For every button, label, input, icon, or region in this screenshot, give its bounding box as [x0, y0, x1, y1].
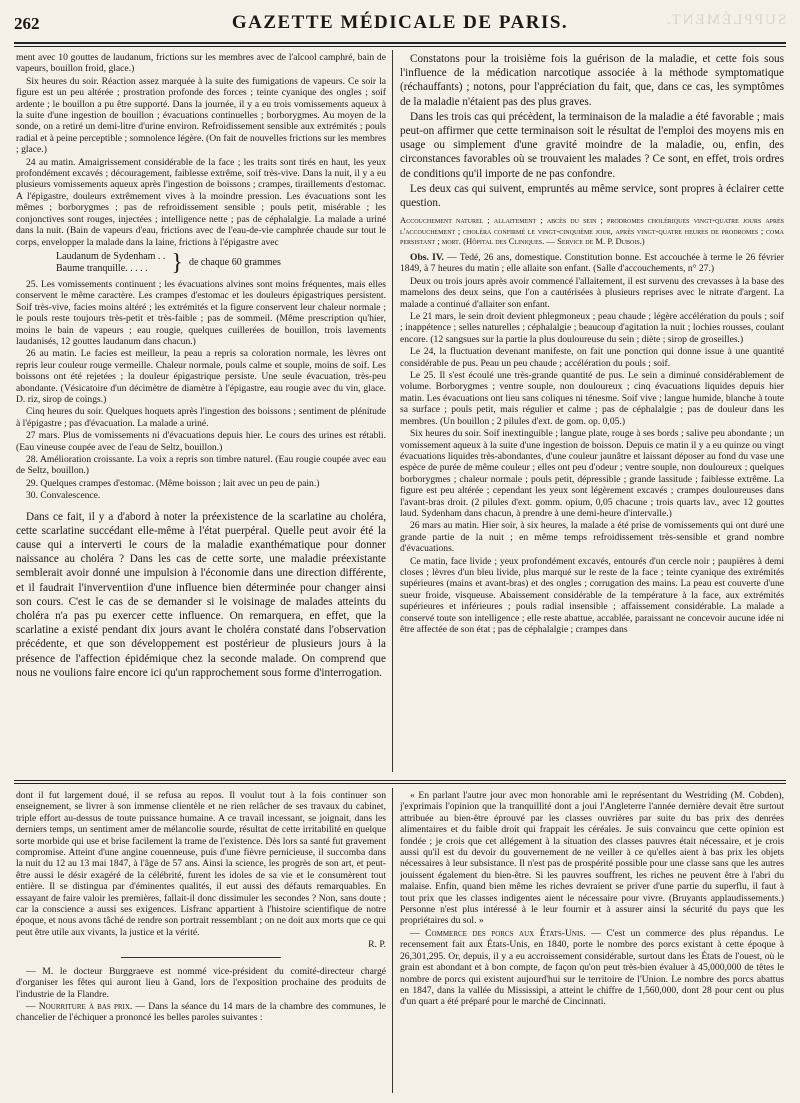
news-item — [400, 928, 784, 1008]
bleed-through-text: SUPPLÉMENT. — [664, 12, 786, 28]
brace-icon: } — [171, 249, 183, 276]
dose-laudanum: Laudanum de Sydenham . . — [56, 250, 166, 262]
observation-intro — [400, 252, 784, 275]
column-top-left — [16, 52, 386, 770]
paragraph: 24 au matin. Amaigrissement considérable de la face ; les traits sont tirés en haut, les yeux profondément excavés ; découragement, faiblesse extrême, soif très-vive. Dans la nuit, il y a eu plusieurs vomissements aqueux après l'ingestion de boissons ; crampes, tiraillements d'estomac. A l'épigastre, douleurs extrêmement vives à la moindre pression. Les évacuations sont les mêmes ; borborygmes ; pas de refroidissement sensible ; pouls petit, misérable ; les conjonctives sont rouges, injectées ; intelligence nette ; pas de céphalalgie. La malade a uriné dans la nuit. (Bain de vapeurs d'eau, frictions avec de l'eau-de-vie camphrée chaude sur tout le corps, envelopper la malade dans la laine, frictions à l'épigastre avec — [16, 156, 386, 248]
news-item — [16, 1001, 386, 1024]
paragraph: Deux ou trois jours après avoir commencé l'allaitement, il est survenu des crevasses à la base des mamelons des deux seins, que l'on a cautérisées à plusieurs reprises avec le nitrate d'argent. La malade a continué d'allaiter son enfant. — [400, 275, 784, 310]
observation-text: — Tedé, 26 ans, domestique. Constitution bonne. Est accouchée à terme le 26 février 1849, à 7 heures du matin ; elle allaite son enfant. (Salle d'accouchements, n° 27.) — [400, 252, 784, 275]
news-heading: — Nourriture à bas prix. — [26, 1000, 133, 1012]
column-divider-top — [392, 50, 393, 772]
commentary-paragraph: Dans les trois cas qui précèdent, la terminaison de la maladie a été favorable ; mais peut-on affirmer que cette terminaison soit le résultat de l'emploi des moyens mis en usage ou simplement d'une gravité moindre de la maladie, ou, enfin, des circonstances favorables où se trouvaient les malades ? Ce sont, en effet, trois ordres de conditions qu'il importe de ne pas confondre. — [400, 110, 784, 180]
section-divider — [14, 780, 786, 781]
commentary-paragraph: Les deux cas qui suivent, empruntés au même service, sont propres à éclairer cette question. — [400, 182, 784, 210]
news-heading: — Commerce des porcs aux États-Unis. — [410, 927, 586, 939]
page-number: 262 — [14, 14, 40, 33]
observation-label: Obs. IV. — [410, 252, 444, 264]
paragraph: 29. Quelques crampes d'estomac. (Même boisson ; lait avec un peu de pain.) — [26, 477, 320, 489]
column-top-right — [400, 52, 784, 770]
separator-rule — [121, 957, 281, 958]
commentary-paragraph: Dans ce fait, il y a d'abord à noter la préexistence de la scarlatine au choléra, cette scarlatine succédant elle-même à l'état puerpéral. Quelle peut avoir été la cause qui a interverti le cours de la maladie exanthématique pour donner naissance au choléra ? Dans les cas de cette sorte, une maladie préexistante semblerait avoir donné une impulsion à l'économie dans une direction différente, et il faudrait l'inverventiion d'une influence bien déterminée pour changer ainsi son cours. C'est le cas de se demander si le voisinage de malades atteints du choléra n'a pas pu exercer cette influence. On remarquera, en effet, que la scarlatine a existé pendant dix jours avant le choléra constaté dans l'observation précédente, et que son développement est postérieur de plusieurs jours à la présence de l'affection épidémique chez la seconde malade. On comprend que nous ne voulions faire encore ici qu'un rapprochement sous forme d'interrogation. — [16, 510, 386, 679]
paragraph: Six heures du soir. Soif inextinguible ; langue plate, rouge à ses bords ; salive peu abondante ; un vomissement aqueux à la suite d'une ingestion de boisson. Depuis ce matin il y a eu quinze ou vingt évacuations liquides très-abondantes, d'une couleur jaunâtre et laissant déposer au fond du vase une espèce de purée de même couleur ; elles ont peu d'odeur ; ventre souple, non douloureux ; quelques borborygmes ; chaleur normale ; pouls petit, dépressible ; grande lassitude ; faiblesse extrême. La figure est peu altérée ; cependant les yeux sont légèrement excavés ; crampes douloureuses dans l'avant-bras droit. (2 pilules d'ext. gomm. opium, 0,05 chacune ; trois quarts lav., avec 12 gouttes laud. Sydenham dans chacun, à prendre à une demi-heure d'intervalle.) — [400, 428, 784, 519]
dose-amount: de chaque 60 grammes — [188, 257, 281, 269]
news-text: — Dans la séance du 14 mars de la chambre des communes, le chancelier de l'échiquer a prononcé les belles paroles suivantes : — [16, 1000, 386, 1024]
commentary-paragraph: Constatons pour la troisième fois la guérison de la maladie, et cette fois sous l'influence de la médication narcotique associée à la méthode symptomatique (réchauffants) ; notons, pour l'appréciation du fait, que, dans ce cas, les symptômes de la maladie n'étaient pas des plus graves. — [400, 53, 784, 108]
page-header — [14, 12, 786, 38]
quote-paragraph: « En parlant l'autre jour avec mon honorable ami le représentant du Westriding (M. Cobden), j'exprimais l'opinion que la tranquillité dont a joui l'Angleterre l'année dernière devait être surtout attribuée au bien-être éprouvé par les classes ouvrières par suite du bas prix des denrées alimentaires et du faible droit qui frappait les céréales. Je suis convaincu que cette opinion est fondée ; je crois que cet allégement à la situation des classes pauvres était nécessaire, et je crois aussi qu'il est du devoir du gouvernement de ne veiller à ce qu'elles aient à bas prix les objets nécessaires à leur subsistance. Il n'est pas de prospérité possible pour une classe sans que les autres jouissent également du bien-être. Si les pauvres souffrent, les riches ne peuvent être à l'abri du malaise. Enfin, quand bien même les riches devraient se priver d'une partie du superflu, il faut à tout prix que les classes indigentes aient le nécessaire pour vivre. (Bruyants applaudissements.) Personne n'est plus intéressé à le leur fournir et à assurer ainsi la sécurité du pays que les propriétaires du sol. » — [400, 790, 784, 927]
news-item: — M. le docteur Burggraeve est nommé vice-président du comité-directeur chargé d'organiser les fêtes qui auront lieu à Gand, lors de l'exposition prochaine des produits de l'industrie de la Flandre. — [16, 965, 386, 1000]
signature: R. P. — [368, 939, 386, 951]
paragraph: Le 25. Il s'est écoulé une très-grande quantité de pus. Le sein a diminué considérablement de volume. Borborygmes ; ventre souple, non douloureux ; cinq évacuations liquides depuis hier matin. Les évacuations ont lieu sans coliques ni ténesme. Soif vive ; langue humide, blanche à toute sa surface ; pouls petit, mais régulier et calme ; pas de céphalalgie ; pas de douleur dans les membres. (Un bouillon ; 2 pilules d'ext. de gom. op. 0,05.) — [400, 370, 784, 427]
paragraph: 28. Amélioration croissante. La voix a repris son timbre naturel. (Eau rougie coupée avec eau de Seltz, bouillon.) — [16, 454, 386, 477]
paragraph: dont il fut largement doué, il se refusa au repos. Il voulut tout à la fois continuer son enseignement, se livrer à son immense clientèle et ne rien relâcher de ses travaux du cabinet, triple effort au-dessus de toute puissance humaine. A ce travail incessant, se joignait, dans les derniers temps, un sentiment amer de mélancolie sourde, résultat de cette irritabilité en quelque sorte morbide qui use et brise facilement la trame de l'existence. Dès lors sa santé fut gravement compromise. Atteint d'une angine couenneuse, puis d'une fièvre pernicieuse, il succomba dans la nuit du 12 au 13 mai 1847, à l'âge de 57 ans. Ainsi la science, les progrès de son art, et peut-être aussi le désir exagéré de la célébrité, furent les idoles de sa vie et le consumèrent tout entière. Il se distingua par d'éminentes qualités, il eut aussi des défauts remarquables. En essayant de faire valoir les premières, fallait-il donc dissimuler les secondes ? Non, sans doute ; car la conscience a aussi ses exigences. Lisfranc appartient à l'histoire scientifique de notre époque, et nous avons tâché de rendre son portrait ressemblant ; on ne doit aux morts que ce qui peut être utile aux vivants, la justice et la vérité. — [16, 790, 386, 938]
header-rule — [14, 42, 786, 44]
paragraph: Ce matin, face livide ; yeux profondément excavés, entourés d'un cercle noir ; paupières à demi closes ; lèvres d'un bleu livide, plus marqué sur le reste de la face ; teinte cyanique des extrémités supérieures (mains et avant-bras) et des ongles ; corrugation des mains. La peau est couverte d'une sueur froide, visqueuse. Abaissement considérable de la température à la face, aux extrémités supérieures et inférieures ; pouls radial insensible ; affaissement considérable. La malade a conservé toute son intelligence ; elle reste abattue, accablée, paraissant ne concevoir aucune idée ni être affectée de son état ; pas de céphalalgie ; crampes dans — [400, 555, 784, 636]
header-rule-thin — [14, 46, 786, 47]
paragraph: 27 mars. Plus de vomissements ni d'évacuations depuis hier. Le cours des urines est rétabli. (Eau vineuse coupée avec de l'eau de Seltz, bouillon.) — [16, 430, 386, 453]
dosage-names — [56, 251, 165, 275]
paragraph: 25. Les vomissements continuent ; les évacuations alvines sont moins fréquentes, mais elles conservent le même caractère. Les crampes d'estomac et les douleurs épigastriques persistent. Soif très-vive, facies moins altéré ; les extrémités et la figure conservent leur chaleur normale ; le pouls reste toujours très-petit et très-faible ; pas de sommeil. (Même prescription qu'hier, moins le bain de vapeurs ; eau rougie, quelques cuillerées de bouillon, trois lavements laudanisés, 12 gouttes laudanum dans chacun.) — [16, 278, 386, 347]
column-bottom-left — [16, 790, 386, 1090]
paragraph: ment avec 10 gouttes de laudanum, frictions sur les membres avec de l'alcool camphré, bain de vapeurs, bouillon froid, glace.) — [16, 52, 386, 75]
paragraph: 26 au matin. Le facies est meilleur, la peau a repris sa coloration normale, les lèvres ont repris leur couleur rouge vermeille. Chaleur normale, pouls calme et souple, moins de soif. Les boissons ont été rejetées ; la douleur épigastrique persiste. Une seule évacuation, très-peu abondante. (Vésicatoire d'un décimètre de diamètre à l'épigastre, eau rougie avec du vin, glace. D. riz, sirop de coings.) — [16, 348, 386, 405]
paragraph: 26 mars au matin. Hier soir, à six heures, la malade a été prise de vomissements qui ont duré une grande partie de la nuit ; en même temps refroidissement très-sensible et grand nombre d'évacuations. — [400, 520, 784, 555]
dose-baume: Baume tranquille. . . . . — [56, 262, 148, 274]
paragraph: Cinq heures du soir. Quelques hoquets après l'ingestion des boissons ; sentiment de plénitude à l'épigastre ; pas d'évacuation. La malade a uriné. — [16, 406, 386, 429]
news-text: — C'est un commerce des plus répandus. Le recensement fait aux États-Unis, en 1840, porte le nombre des porcs existant à cette époque à 26,301,295. Or, depuis, il y a eu accroissement considérable, surtout dans les États de l'ouest, où le grain est abondant et à bon compte, de façon qu'on peut très-bien évaluer à 45,000,000 de têtes le nombre de porcs qui existent aujourd'hui sur le territoire de l'Union. Le nombre des porcs abattus en 1847, dans la vallée du Mississipi, a atteint le chiffre de 1,560,000, dont 28 pour cent ou plus d'un quart a été préparé pour le marché de Cincinnati. — [400, 927, 784, 1008]
paragraph: Le 21 mars, le sein droit devient phlegmoneux ; peau chaude ; légère accélération du pouls ; soif ; inappétence ; selles naturelles ; céphalalgie ; beaucoup d'agitation la nuit ; lochies rousses, coulant encore. (12 sangsues sur la partie la plus douloureuse du sein ; diète ; sirop de groseilles.) — [400, 311, 784, 345]
paragraph: Six heures du soir. Réaction assez marquée à la suite des fumigations de vapeurs. Ce soir la figure est un peu altérée ; prostration profonde des forces ; teinte cyanique des ongles ; soif ardente ; le bouillon a pu être supporté. Dans la journée, il y a eu trois vomissements aqueux à la suite d'une ingestion de bouillon ; évacuations continuelles ; borborygmes. Au moyen de la sonde, on a retiré un demi-litre d'urine environ. Refroidissement sensible aux extrémités ; pouls radial et à peine perceptible ; somnolence légère. (On fait de nouvelles frictions sur les membres ; glace.) — [16, 75, 386, 156]
column-bottom-right — [400, 790, 784, 1090]
journal-title: GAZETTE MÉDICALE DE PARIS. — [231, 12, 569, 33]
case-summary: Accouchement naturel ; allaitement ; abcès du sein ; prodromes cholériques vingt-quatre jours après l'accouchement ; choléra confirmé le vingt-cinquième jour, après vingt-quatre heures de prodromes ; coma persistant ; mort. (Hôpital des Cliniques. — Service de M. P. Dubois.) — [400, 215, 784, 247]
paragraph: 30. Convalescence. — [26, 490, 101, 502]
dosage-block — [56, 251, 386, 275]
column-divider-bottom — [392, 788, 393, 1093]
section-divider-thin — [14, 783, 786, 784]
paragraph: Le 24, la fluctuation devenant manifeste, on fait une ponction qui donne issue à une quantité considérable de pus. Peau un peu chaude ; accélération du pouls ; soif. — [400, 346, 784, 369]
